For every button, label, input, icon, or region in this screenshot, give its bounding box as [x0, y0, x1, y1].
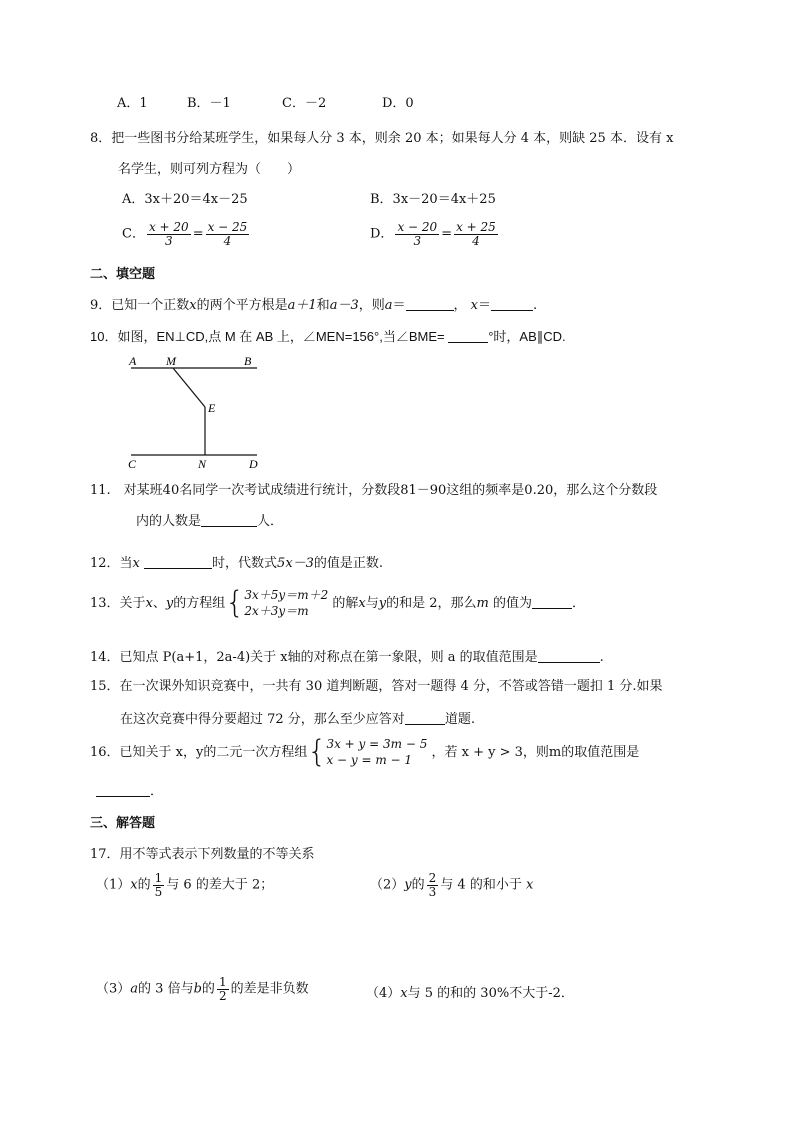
- option-d: D．0: [382, 96, 414, 111]
- answer-blank[interactable]: [201, 514, 257, 527]
- geometry-figure: [125, 352, 270, 474]
- label-a: A: [129, 354, 137, 368]
- label-c: C: [128, 457, 137, 471]
- q8-option-c: C． $\frac{x + 20}{3}$ = $\frac{x - 25}{4}$: [122, 220, 248, 248]
- answer-blank[interactable]: [491, 298, 533, 311]
- question-9: 9．已知一个正数x的两个平方根是a＋1和a－3，则a＝ ， x＝ .: [90, 298, 538, 313]
- option-b: B．－1: [187, 96, 231, 111]
- answer-blank[interactable]: [405, 712, 445, 725]
- question-17-part-1: （1）x的 $\frac{1}{5}$ 与 6 的差大于 2；: [96, 871, 274, 899]
- question-14: 14．已知点 P(a+1，2a-4)关于 x轴的对称点在第一象限，则 a 的取值范围是 .: [90, 650, 604, 665]
- answer-blank[interactable]: [532, 596, 572, 609]
- segment-me: [173, 368, 205, 407]
- label-b: B: [244, 354, 252, 368]
- answer-blank[interactable]: [448, 330, 488, 343]
- section-fill-in-heading: 二、填空题: [90, 267, 156, 282]
- question-16: 16．已知关于 x，y的二元一次方程组{3x + y = 3m − 5 x − y = m − 1 ，若 x + y > 3，则m的取值范围是: [90, 734, 640, 770]
- section-solve-heading: 三、解答题: [90, 816, 156, 831]
- label-e: E: [208, 401, 216, 415]
- question-8-line1: 8．把一些图书分给某班学生，如果每人分 3 本，则余 20 本；如果每人分 4 本，则缺 25 本．设有 x: [90, 131, 674, 146]
- q8-option-b: B．3x－20＝4x＋25: [370, 192, 496, 207]
- option-a: A．1: [117, 96, 148, 111]
- question-15-line1: 15．在一次课外知识竞赛中，一共有 30 道判断题，答对一题得 4 分，不答或答错一题扣 1 分.如果: [90, 679, 663, 694]
- question-12: 12．当x 时，代数式5x－3的值是正数.: [90, 556, 384, 571]
- question-15-line2: 在这次竞赛中得分要超过 72 分，那么至少应答对 道题.: [120, 712, 475, 727]
- question-11-line1: 11. 对某班40名同学一次考试成绩进行统计，分数段81－90这组的频率是0.20，那么这个分数段: [90, 483, 658, 498]
- answer-blank[interactable]: [96, 784, 150, 797]
- question-8-line2: 名学生，则可列方程为（ ）: [118, 162, 301, 177]
- question-17-part-4: （4）x与 5 的和的 30%不大于-2．: [366, 986, 574, 1001]
- answer-blank[interactable]: [144, 556, 212, 569]
- question-13: 13．关于x、y的方程组{3x＋5y＝m＋2 2x＋3y＝m 的解x与y的和是 2，那么m 的值为 ．: [90, 585, 585, 621]
- label-n: N: [198, 457, 207, 471]
- q8-option-a: A．3x＋20＝4x－25: [122, 192, 248, 207]
- option-c: C．－2: [282, 96, 327, 111]
- label-d: D: [249, 457, 258, 471]
- label-m: M: [166, 354, 176, 368]
- question-17-part-3: （3）a的 3 倍与b的 $\frac{1}{2}$ 的差是非负数: [96, 975, 309, 1003]
- question-17-intro: 17．用不等式表示下列数量的不等关系: [90, 847, 315, 862]
- question-16-answer: ．: [96, 784, 163, 798]
- question-10: 10．如图，EN⊥CD,点 M 在 AB 上，∠MEN=156°,当∠BME= °时，AB∥CD.: [90, 329, 566, 344]
- q8-option-d: D． $\frac{x - 20}{3}$ = $\frac{x + 25}{4}$: [370, 220, 496, 248]
- answer-blank[interactable]: [406, 298, 454, 311]
- question-11-line2: 内的人数是 人．: [136, 514, 284, 529]
- question-17-part-2: （2）y的 $\frac{2}{3}$ 与 4 的和小于 x: [370, 871, 534, 899]
- answer-blank[interactable]: [538, 650, 600, 663]
